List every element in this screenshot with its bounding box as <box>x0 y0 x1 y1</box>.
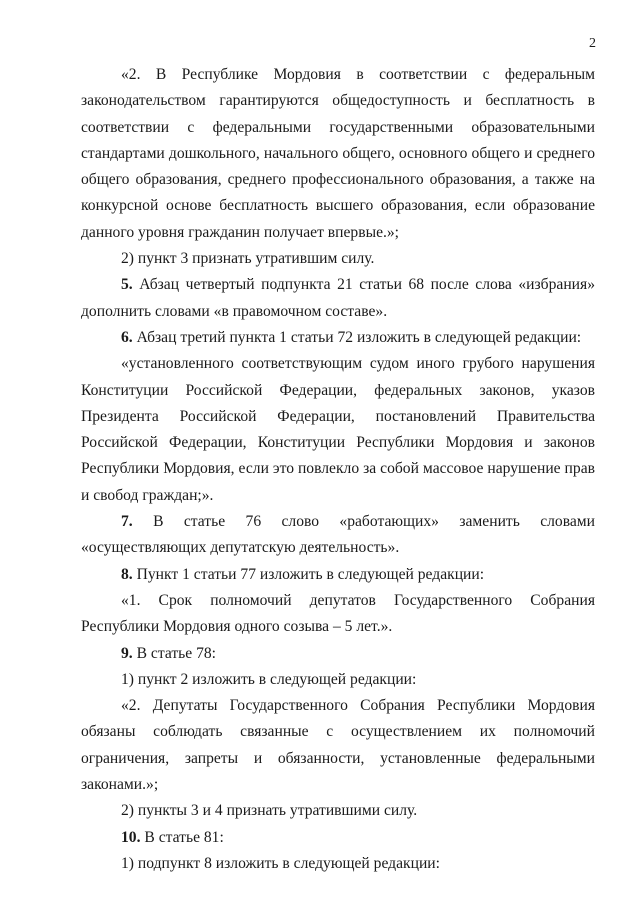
item-number: 7. <box>121 513 133 531</box>
item-number: 9. <box>121 644 133 662</box>
paragraph-text: «2. Депутаты Государственного Собрания Республики Мордовия обязаны соблюдать связанные с осуществлением их полномочий ограничения, запреты и обязанности, установленные федеральными законами.»; <box>81 697 595 794</box>
paragraph <box>81 272 595 325</box>
paragraph-text: «1. Срок полномочий депутатов Государственного Собрания Республики Мордовия одного созыва – 5 лет.». <box>81 591 595 636</box>
paragraph-text: 2) пункт 3 признать утратившим силу. <box>121 250 375 268</box>
item-number: 6. <box>121 328 133 346</box>
page-number: 2 <box>589 36 596 51</box>
paragraph <box>81 325 595 351</box>
paragraph <box>81 825 595 851</box>
paragraph-text: Абзац четвертый подпункта 21 статьи 68 после слова «избрания» дополнить словами «в правомочном составе». <box>81 276 595 320</box>
paragraph <box>81 693 595 798</box>
document-body <box>81 62 595 877</box>
paragraph <box>81 851 595 877</box>
paragraph-text: «установленного соответствующим судом иного грубого нарушения Конституции Российской Федерации, федеральных законов, указов Президента Российской Федерации, постановлений Правительства Российской Федерации, Конституции Республики Мордовия и законов Республики Мордовия, если это повлекло за собой массовое нарушение прав и свобод граждан;». <box>81 355 595 504</box>
paragraph-text: В статье 76 слово «работающих» заменить словами «осуществляющих депутатскую деятельность». <box>81 513 595 557</box>
paragraph-text: 1) пункт 2 изложить в следующей редакции: <box>121 670 417 688</box>
paragraph <box>81 562 595 588</box>
paragraph <box>81 667 595 693</box>
paragraph-text: В статье 81: <box>140 828 224 846</box>
paragraph-text: Абзац третий пункта 1 статьи 72 изложить в следующей редакции: <box>132 328 582 346</box>
paragraph-text: Пункт 1 статьи 77 изложить в следующей редакции: <box>132 565 485 583</box>
paragraph <box>81 509 595 562</box>
paragraph-text: 1) подпункт 8 изложить в следующей редакции: <box>121 854 440 872</box>
paragraph-text: В статье 78: <box>132 644 217 662</box>
item-number: 10. <box>121 828 141 846</box>
item-number: 5. <box>121 276 133 294</box>
paragraph <box>81 641 595 667</box>
paragraph <box>81 798 595 824</box>
paragraph-text: 2) пункты 3 и 4 признать утратившими силу. <box>121 802 418 820</box>
paragraph <box>81 588 595 641</box>
paragraph <box>81 351 595 509</box>
paragraph <box>81 62 595 246</box>
paragraph <box>81 246 595 272</box>
paragraph-text: «2. В Республике Мордовия в соответствии с федеральным законодательством гарантируются общедоступность и бесплатность в соответствии с федеральными государственными образовательными стандартами дошкольного, начального общего, основного общего и среднего общего образования, среднего профессионального образования, а также на конкурсной основе бесплатность высшего образования, если образование данного уровня гражданин получает впервые.»; <box>81 66 595 241</box>
item-number: 8. <box>121 565 133 583</box>
